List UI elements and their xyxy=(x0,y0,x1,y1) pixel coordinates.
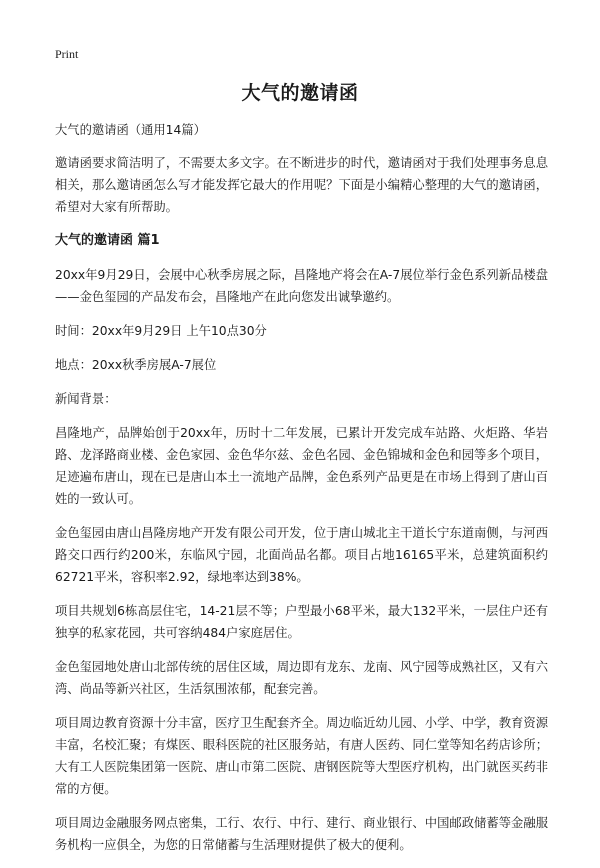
paragraph-event: 20xx年9月29日，会展中心秋季房展之际，昌隆地产将会在A-7展位举行金色系列新品楼盘——金色玺园的产品发布会，昌隆地产在此向您发出诚挚邀约。 xyxy=(55,268,548,304)
intro-paragraph: 邀请函要求简洁明了，不需要太多文字。在不断进步的时代，邀请函对于我们处理事务息息相关，那么邀请函怎么写才能发挥它最大的作用呢？下面是小编精心整理的大气的邀请函，希望对大家有所帮助。 xyxy=(55,156,548,214)
section-heading: 大气的邀请函 篇1 xyxy=(55,233,160,248)
paragraph-developer: 昌隆地产，品牌始创于20xx年，历时十二年发展，已累计开发完成车站路、火炬路、华岩路、龙泽路商业楼、金色家园、金色华尔兹、金色名园、金色锦城和金色和园等多个项目，足迹遍布唐山，现在已是唐山本土一流地产品牌，金色系列产品更是在市场上得到了唐山百姓的一致认可。 xyxy=(55,426,548,506)
paragraph-community: 金色玺园地处唐山北部传统的居住区域，周边即有龙东、龙南、风宁园等成熟社区，又有六湾、尚品等新兴社区，生活氛围浓郁，配套完善。 xyxy=(55,660,548,696)
print-link[interactable]: Print xyxy=(55,47,79,61)
paragraph-news-background: 新闻背景： xyxy=(55,392,117,406)
paragraph-education-medical: 项目周边教育资源十分丰富，医疗卫生配套齐全。周边临近幼儿园、小学、中学，教育资源丰富，名校汇聚；有煤医、眼科医院的社区服务站，有唐人医药、同仁堂等知名药店诊所；大有工人医院集团第一医院、唐山市第二医院、唐钢医院等大型医疗机构，出门就医买药非常的方便。 xyxy=(55,716,548,796)
page-title: 大气的邀请函 xyxy=(241,82,359,104)
paragraph-finance: 项目周边金融服务网点密集，工行、农行、中行、建行、商业银行、中国邮政储蓄等金融服务机构一应俱全，为您的日常储蓄与生活理财提供了极大的便利。 xyxy=(55,816,548,852)
subtitle: 大气的邀请函（通用14篇） xyxy=(55,123,206,137)
paragraph-time: 时间：20xx年9月29日 上午10点30分 xyxy=(55,324,267,338)
paragraph-location: 地点：20xx秋季房展A-7展位 xyxy=(55,358,217,372)
paragraph-project-location: 金色玺园由唐山昌隆房地产开发有限公司开发，位于唐山城北主干道长宁东道南侧，与河西路交口西行约200米，东临风宁园，北面尚品名都。项目占地16165平米，总建筑面积约62721平米，容积率2.92，绿地率达到38%。 xyxy=(55,526,548,584)
paragraph-project-plan: 项目共规划6栋高层住宅，14-21层不等；户型最小68平米，最大132平米，一层住户还有独享的私家花园，共可容纳484户家庭居住。 xyxy=(55,604,548,640)
document-body xyxy=(55,119,548,868)
